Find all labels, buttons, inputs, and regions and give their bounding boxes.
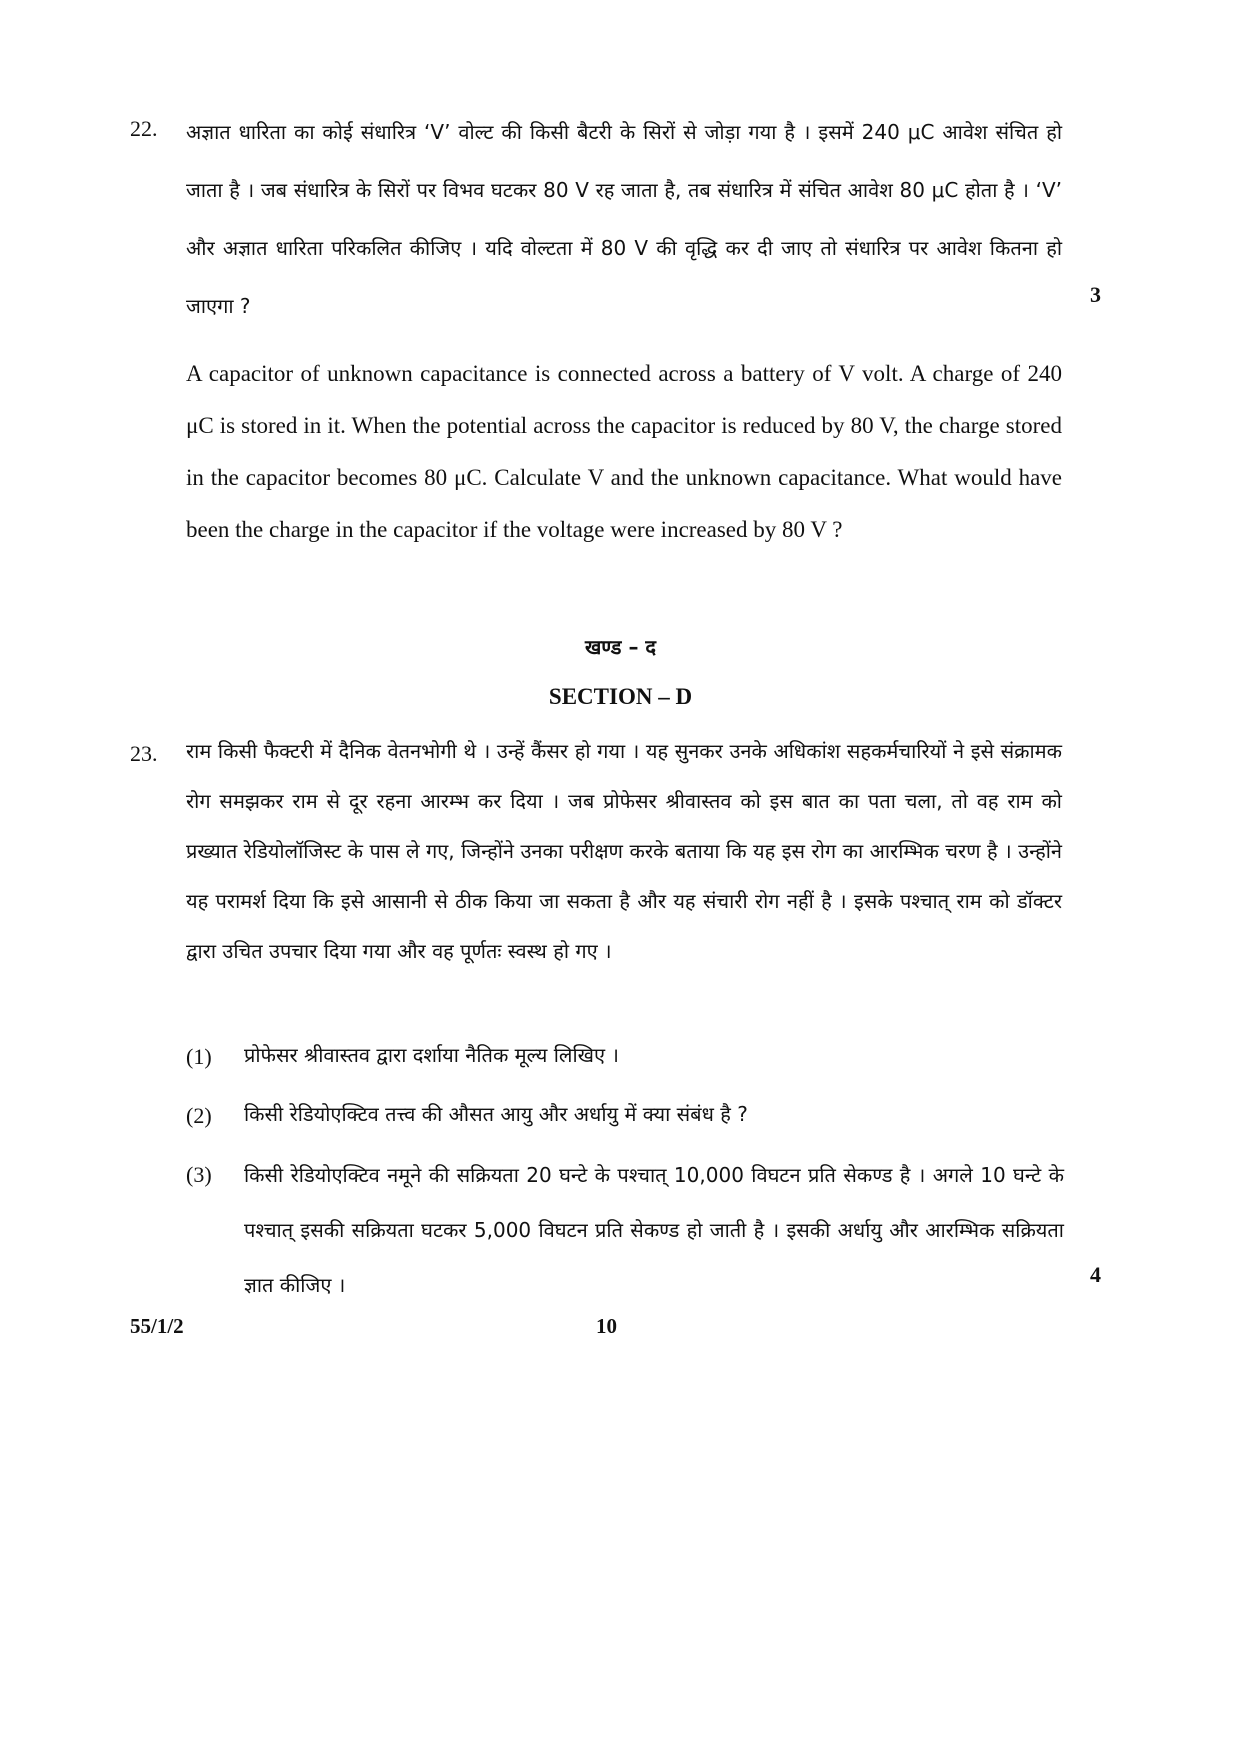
question-22-marks: 3 — [1090, 282, 1101, 307]
section-heading-hindi: खण्ड – द — [584, 635, 657, 659]
question-23-hindi-text: राम किसी फैक्टरी में दैनिक वेतनभोगी थे । उन्हें कैंसर हो गया । यह सुनकर उनके अधिकांश सहकर्मचारियों ने इसे संक्रामक रोग समझकर राम से दूर रहना आरम्भ कर दिया । जब प्रोफेसर श्रीवास्तव को इस बात का पता चला, तो वह राम को प्रख्यात रेडियोलॉजिस्ट के पास ले गए, जिन्होंने उनका परीक्षण करके बताया कि यह इस रोग का आरम्भिक चरण है । उन्होंने यह परामर्श दिया कि इसे आसानी से ठीक किया जा सकता है और यह संचारी रोग नहीं है । इसके पश्चात् राम को डॉक्टर द्वारा उचित उपचार दिया गया और वह पूर्णतः स्वस्थ हो गए । — [186, 739, 1062, 963]
page-number: 10 — [596, 1314, 617, 1338]
question-22-number: 22. — [130, 116, 158, 141]
question-23-sub-1-label: (1) — [186, 1044, 212, 1069]
question-22-english-text: A capacitor of unknown capacitance is connected across a battery of V volt. A charge of 240 μC is stored in it. When the potential across the capacitor is reduced by 80 V, the charge stored in the capacitor becomes 80 μC. Calculate V and the unknown capacitance. What would have been the charge in the capacitor if the voltage were increased by 80 V ? — [186, 361, 1062, 542]
question-23-sub-3-label: (3) — [186, 1162, 212, 1187]
question-23-sub-2-text: किसी रेडियोएक्टिव तत्त्व की औसत आयु और अर्धायु में क्या संबंध है ? — [244, 1102, 748, 1126]
section-heading-english: SECTION – D — [548, 684, 693, 709]
question-23-sub-3-text: किसी रेडियोएक्टिव नमूने की सक्रियता 20 घन्टे के पश्चात् 10,000 विघटन प्रति सेकण्ड है । अगले 10 घन्टे के पश्चात् इसकी सक्रियता घटकर 5,000 विघटन प्रति सेकण्ड हो जाती है । इसकी अर्धायु और आरम्भिक सक्रियता ज्ञात कीजिए । — [244, 1163, 1064, 1297]
question-22-hindi-text: अज्ञात धारिता का कोई संधारित्र ‘V’ वोल्ट की किसी बैटरी के सिरों से जोड़ा गया है । इसमें 240 μC आवेश संचित हो जाता है । जब संधारित्र के सिरों पर विभव घटकर 80 V रह जाता है, तब संधारित्र में संचित आवेश 80 μC होता है । ‘V’ और अज्ञात धारिता परिकलित कीजिए । यदि वोल्टता में 80 V की वृद्धि कर दी जाए तो संधारित्र पर आवेश कितना हो जाएगा ? — [186, 120, 1062, 318]
question-23-number: 23. — [130, 741, 158, 766]
paper-code: 55/1/2 — [130, 1314, 184, 1338]
question-23-marks: 4 — [1090, 1262, 1101, 1287]
question-23-sub-1-text: प्रोफेसर श्रीवास्तव द्वारा दर्शाया नैतिक मूल्य लिखिए । — [244, 1043, 620, 1067]
question-23-sub-2-label: (2) — [186, 1103, 212, 1128]
